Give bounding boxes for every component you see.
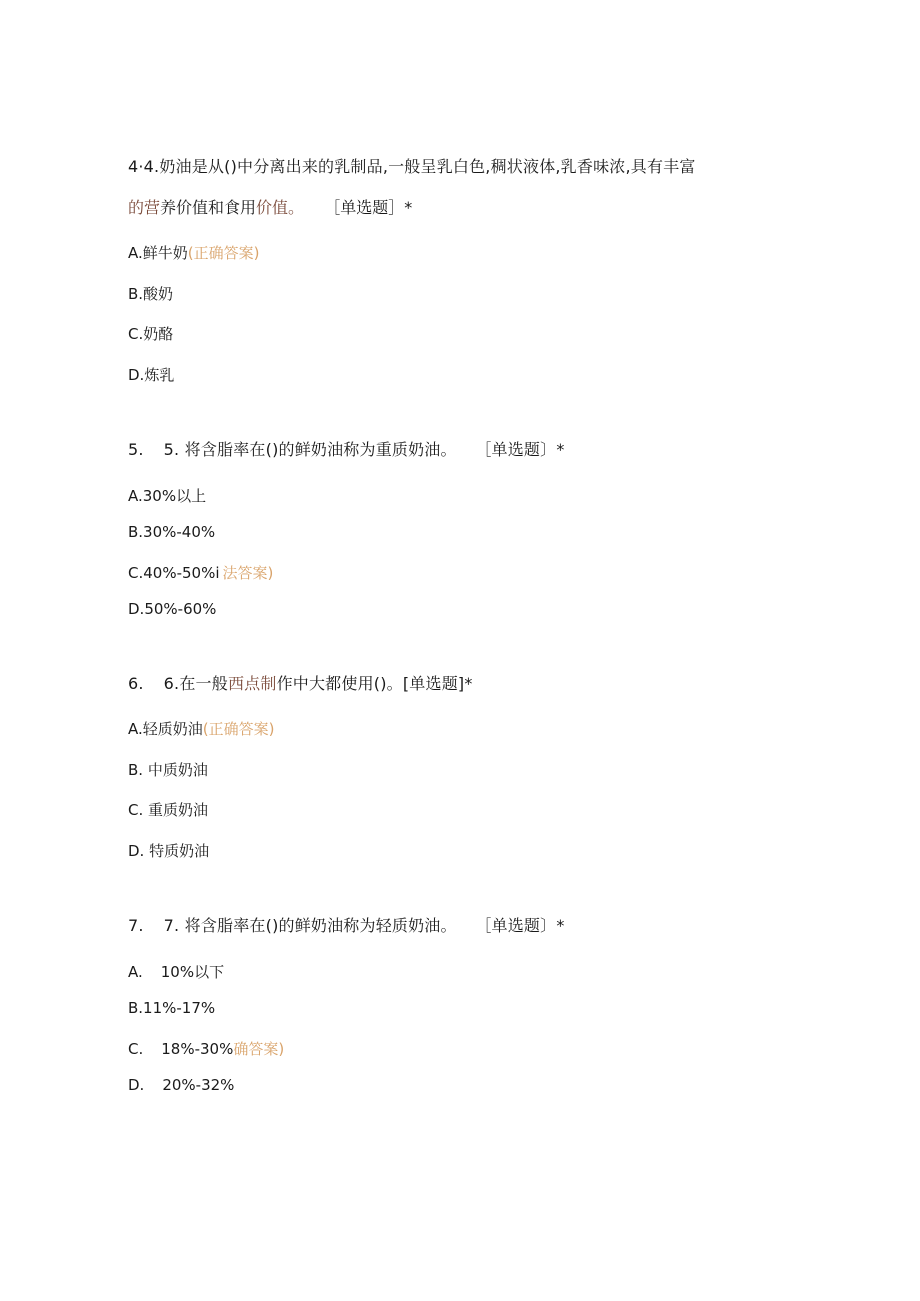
option-text: B.30%-40% xyxy=(128,523,216,541)
question-5-title-text: 5. 将含脂率在()的鲜奶油称为重质奶油。 xyxy=(163,440,457,459)
question-6-title-fragment-a: 6.在一般 xyxy=(163,674,228,693)
question-5-title xyxy=(128,437,565,460)
question-7-option-d[interactable] xyxy=(128,1076,234,1094)
question-4-title-line2 xyxy=(128,195,412,218)
option-text: 18%-30% xyxy=(161,1040,234,1058)
question-6-option-c[interactable] xyxy=(128,799,208,820)
question-4-title-text: 4·4.奶油是从()中分离出来的乳制品,一般呈乳白色,稠状液体,乳香味浓,具有丰富 xyxy=(128,157,696,176)
question-4-title-line1 xyxy=(128,154,696,177)
question-5-number: 5. xyxy=(128,440,144,459)
question-6-title-fragment-b: 西点制 xyxy=(227,674,277,693)
option-text: B. 中质奶油 xyxy=(128,761,208,779)
question-4-type-tag: ［单选题］* xyxy=(324,198,413,217)
option-text: B.11%-17% xyxy=(128,999,216,1017)
question-4-title-fragment-a: 的营 xyxy=(128,198,161,217)
question-5-option-b[interactable] xyxy=(128,523,215,541)
question-6-title-fragment-c: 作中大都使用()。 xyxy=(276,674,403,693)
option-text: 20%-32% xyxy=(162,1076,235,1094)
question-7-title xyxy=(128,913,565,936)
question-4-option-a[interactable] xyxy=(128,242,260,263)
question-6-title xyxy=(128,671,473,694)
question-5-option-d[interactable] xyxy=(128,600,216,618)
question-6-option-d[interactable] xyxy=(128,840,209,861)
option-text: D.50%-60% xyxy=(128,600,217,618)
question-5-option-a[interactable] xyxy=(128,485,206,506)
question-7-option-b[interactable] xyxy=(128,999,215,1017)
option-text: B.酸奶 xyxy=(128,285,174,303)
question-6-option-b[interactable] xyxy=(128,759,208,780)
option-text: C. 重质奶油 xyxy=(128,801,209,819)
option-text: D.炼乳 xyxy=(128,366,175,384)
question-6-option-a[interactable] xyxy=(128,718,275,739)
question-6-number: 6. xyxy=(128,674,144,693)
option-label: A. xyxy=(128,963,143,981)
question-4-option-c[interactable] xyxy=(128,323,173,344)
question-5-option-c[interactable] xyxy=(128,562,273,583)
option-label: C. xyxy=(128,1040,144,1058)
question-4-option-b[interactable] xyxy=(128,283,173,304)
correct-answer-note: (正确答案) xyxy=(187,244,260,262)
question-7-type-tag: ［单选题〕* xyxy=(475,916,565,935)
question-7-number: 7. xyxy=(128,916,144,935)
correct-answer-note: (正确答案) xyxy=(202,720,275,738)
correct-answer-note: 法答案) xyxy=(222,564,274,582)
option-text: A.轻质奶油 xyxy=(128,720,203,738)
correct-answer-note: 确答案) xyxy=(233,1040,285,1058)
question-4-title-fragment-b: 养价值和食用 xyxy=(160,198,257,217)
option-text: 10%以下 xyxy=(160,963,225,981)
question-7-title-text: 7. 将含脂率在()的鲜奶油称为轻质奶油。 xyxy=(163,916,457,935)
option-text: A.鲜牛奶 xyxy=(128,244,188,262)
option-text: A.30%以上 xyxy=(128,487,207,505)
option-text: D. 特质奶油 xyxy=(128,842,210,860)
option-label: D. xyxy=(128,1076,145,1094)
question-6-type-tag: [单选题]* xyxy=(402,674,473,693)
question-7-option-c[interactable] xyxy=(128,1038,284,1059)
option-text: C.奶酪 xyxy=(128,325,174,343)
question-4-option-d[interactable] xyxy=(128,364,174,385)
question-7-option-a[interactable] xyxy=(128,961,224,982)
question-4-title-fragment-c: 价值。 xyxy=(256,198,305,217)
option-text: C.40%-50%i xyxy=(128,564,220,582)
question-5-type-tag: ［单选题〕* xyxy=(475,440,565,459)
